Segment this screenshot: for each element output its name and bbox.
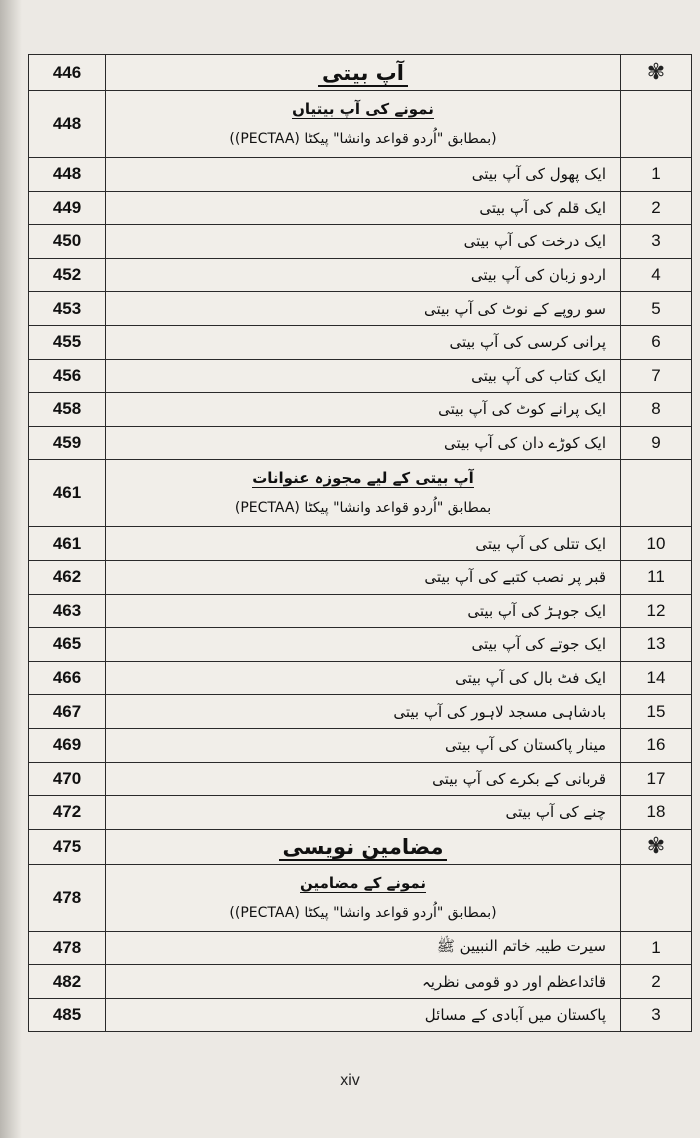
item-number: 10 [621, 527, 692, 561]
item-title: پرانی کرسی کی آپ بیتی [106, 325, 621, 359]
page-number: 466 [29, 661, 106, 695]
subheading-line2: بمطابق "اُردو قواعد وانشا" پیکٹا (PECTAA) [234, 500, 492, 517]
item-title: قبر پر نصب کتبے کی آپ بیتی [106, 560, 621, 594]
subheading-line2: (بمطابق "اُردو قواعد وانشا" پیکٹا (PECTAA)) [229, 131, 497, 147]
page-number: 462 [29, 560, 106, 594]
list-item [29, 594, 692, 628]
list-item [29, 426, 692, 460]
item-number: 2 [621, 965, 692, 999]
list-item [29, 292, 692, 326]
item-title: سیرت طیبہ خاتم النبیین ﷺ [106, 931, 621, 965]
list-item [29, 191, 692, 225]
flower-ornament-icon: ✾ [621, 829, 692, 864]
item-number: 5 [621, 292, 692, 326]
page-number: 475 [29, 829, 106, 864]
item-number: 1 [621, 158, 692, 192]
list-item [29, 931, 692, 965]
item-title: چنے کی آپ بیتی [106, 796, 621, 830]
section-title: آپ بیتی [106, 55, 621, 91]
page-number: 456 [29, 359, 106, 393]
page-number: 482 [29, 965, 106, 999]
item-number: 16 [621, 728, 692, 762]
item-title: قربانی کے بکرے کی آپ بیتی [106, 762, 621, 796]
item-number: 9 [621, 426, 692, 460]
subheading [106, 91, 621, 158]
item-title: بادشاہی مسجد لاہور کی آپ بیتی [106, 695, 621, 729]
page-number: 452 [29, 258, 106, 292]
list-item [29, 158, 692, 192]
page-number: 478 [29, 931, 106, 965]
list-item [29, 796, 692, 830]
list-item [29, 393, 692, 427]
page-number: 485 [29, 998, 106, 1032]
item-title: ایک کوڑے دان کی آپ بیتی [106, 426, 621, 460]
item-title: ایک جوتے کی آپ بیتی [106, 628, 621, 662]
list-item [29, 728, 692, 762]
page-footer-number: xiv [340, 1072, 360, 1089]
list-item [29, 258, 692, 292]
item-title: قائداعظم اور دو قومی نظریہ [106, 965, 621, 999]
page-number: 478 [29, 864, 106, 931]
page-number: 469 [29, 728, 106, 762]
item-number: 17 [621, 762, 692, 796]
subheading [106, 460, 621, 527]
subheading-line1: آپ بیتی کے لیے مجوزہ عنوانات [252, 469, 474, 488]
item-number: 11 [621, 560, 692, 594]
item-title: مینار پاکستان کی آپ بیتی [106, 728, 621, 762]
page-number: 463 [29, 594, 106, 628]
page-edge-shadow [0, 0, 22, 1138]
item-number: 13 [621, 628, 692, 662]
item-title: سو روپے کے نوٹ کی آپ بیتی [106, 292, 621, 326]
section-heading-row [29, 829, 692, 864]
subheading-row [29, 864, 692, 931]
subheading-line1: نمونے کے مضامین [299, 873, 427, 892]
item-title: پاکستان میں آبادی کے مسائل [106, 998, 621, 1032]
item-number: 2 [621, 191, 692, 225]
page-number: 450 [29, 225, 106, 259]
list-item [29, 762, 692, 796]
item-title: ایک کتاب کی آپ بیتی [106, 359, 621, 393]
list-item [29, 359, 692, 393]
page-number: 448 [29, 91, 106, 158]
page-number: 455 [29, 325, 106, 359]
list-item [29, 965, 692, 999]
page-number: 472 [29, 796, 106, 830]
item-title: ایک فٹ بال کی آپ بیتی [106, 661, 621, 695]
table-of-contents [28, 54, 692, 1032]
page-number: 465 [29, 628, 106, 662]
list-item [29, 560, 692, 594]
list-item [29, 661, 692, 695]
subheading-line1: نمونے کی آپ بیتیاں [292, 100, 434, 118]
subheading-row [29, 91, 692, 158]
page-number: 461 [29, 527, 106, 561]
item-number: 14 [621, 661, 692, 695]
page-number: 467 [29, 695, 106, 729]
item-number: 8 [621, 393, 692, 427]
flower-ornament-icon: ✾ [621, 55, 692, 91]
item-title: ایک پرانے کوٹ کی آپ بیتی [106, 393, 621, 427]
item-title: ایک قلم کی آپ بیتی [106, 191, 621, 225]
item-title: ایک پھول کی آپ بیتی [106, 158, 621, 192]
page-number: 446 [29, 55, 106, 91]
page-number: 448 [29, 158, 106, 192]
page-number: 461 [29, 460, 106, 527]
section-heading-row [29, 55, 692, 91]
subheading-line2: (بمطابق "اُردو قواعد وانشا" پیکٹا (PECTAA)) [229, 904, 497, 921]
item-title: ایک تتلی کی آپ بیتی [106, 527, 621, 561]
item-number: 12 [621, 594, 692, 628]
page-number: 453 [29, 292, 106, 326]
list-item [29, 225, 692, 259]
list-item [29, 998, 692, 1032]
subheading-row [29, 460, 692, 527]
item-number: 18 [621, 796, 692, 830]
item-number: 3 [621, 225, 692, 259]
list-item [29, 628, 692, 662]
item-number: 4 [621, 258, 692, 292]
page-number: 470 [29, 762, 106, 796]
section-title: مضامین نویسی [106, 829, 621, 864]
empty-cell [621, 460, 692, 527]
subheading [106, 864, 621, 931]
page-number: 449 [29, 191, 106, 225]
list-item [29, 527, 692, 561]
list-item [29, 695, 692, 729]
page-number: 458 [29, 393, 106, 427]
item-number: 3 [621, 998, 692, 1032]
item-title: ایک جوہڑ کی آپ بیتی [106, 594, 621, 628]
item-title: اردو زبان کی آپ بیتی [106, 258, 621, 292]
item-number: 6 [621, 325, 692, 359]
empty-cell [621, 864, 692, 931]
empty-cell [621, 91, 692, 158]
item-number: 15 [621, 695, 692, 729]
item-title: ایک درخت کی آپ بیتی [106, 225, 621, 259]
page-number: 459 [29, 426, 106, 460]
item-number: 7 [621, 359, 692, 393]
item-number: 1 [621, 931, 692, 965]
list-item [29, 325, 692, 359]
